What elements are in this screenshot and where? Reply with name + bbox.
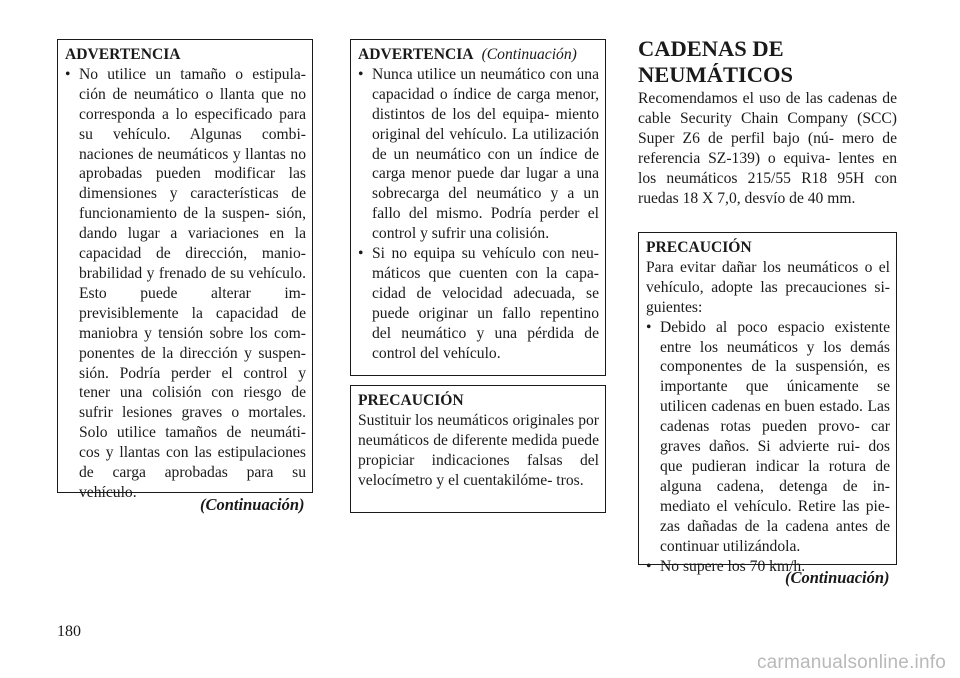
caution-box-middle [350, 385, 606, 513]
warning-heading-continued [358, 45, 599, 65]
section-title-line: NEUMÁTICOS [638, 62, 794, 87]
section-title-line: CADENAS DE [638, 36, 784, 61]
caution-box-right [638, 232, 897, 575]
warning-box-left [57, 39, 313, 501]
caution-intro: Para evitar dañar los neumáticos o el vehículo, adopte las precauciones si- guientes: [646, 258, 890, 316]
caution-bullet-list [646, 318, 890, 577]
warning-bullet: • Nunca utilice un neumático con una capacidad o índice de carga menor, distintos de los del equipa- miento original del vehículo. La utilización de un neumático con un índice de carga menor puede dar lugar a una sobrecarga del neumático y a un fallo del mismo. Podría perder el control y sufrir una colisión. [358, 65, 599, 244]
warning-heading-text: ADVERTENCIA [358, 46, 474, 63]
section-body-text: Recomendamos el uso de las cadenas de cable Security Chain Company (SCC) Super Z6 de perfil bajo (nú- mero de referencia SZ-139) o equiva- lentes en los neumáticos 215/55 R18 95H con ruedas 18 X 7,0, desvío de 40 mm. [638, 90, 897, 207]
continued-label-left: (Continuación) [200, 495, 305, 514]
continued-label-right: (Continuación) [785, 568, 890, 587]
warning-bullet-list [65, 65, 306, 503]
caution-heading: PRECAUCIÓN [646, 239, 752, 256]
warning-bullet: • No utilice un tamaño o estipula- ción de neumático o llanta que no corresponda a lo especificado para su vehículo. Algunas combi- naciones de neumáticos y llantas no aprobadas pueden modificar las dimensiones y características de funcionamiento de la suspen- sión, dando lugar a variaciones en la capacidad de dirección, manio- brabilidad y frenado de su vehículo. Esto puede alterar im- previsiblemente la capacidad de maniobra y tensión sobre los com- ponentes de la dirección y suspen- sión. Podría perder el control y tener una colisión con riesgo de sufrir lesiones graves o mortales. Solo utilice tamaños de neumáti- cos y llantas con las estipulaciones de carga aprobadas para su vehículo. [65, 65, 306, 503]
caution-bullet: • No supere los 70 km/h. [646, 557, 890, 577]
warning-bullet-list [358, 65, 599, 364]
caution-bullet: • Debido al poco espacio existente entre los neumáticos y los demás componentes de la suspensión, es importante que únicamente se utilicen cadenas en buen estado. Las cadenas rotas pueden provo- car graves daños. Si advierte rui- dos que pudieran indicar la rotura de alguna cadena, detenga de in- mediato el vehículo. Retire las pie- zas dañadas de la cadena antes de continuar utilizándola. [646, 318, 890, 557]
section-title [638, 36, 898, 88]
watermark: carmanualsonline.info [756, 652, 946, 673]
caution-text: Sustituir los neumáticos originales por neumáticos de diferente medida puede propiciar indicaciones falsas del velocímetro y el cuentakilóme- tros. [358, 411, 599, 489]
warning-box-middle [350, 39, 606, 376]
page-number: 180 [57, 623, 81, 640]
caution-heading: PRECAUCIÓN [358, 392, 464, 409]
warning-bullet: • Si no equipa su vehículo con neu- máticos que cuenten con la capa- cidad de velocidad adecuada, se puede originar un fallo repentino del neumático y una pérdida de control del vehículo. [358, 244, 599, 363]
warning-continued-label: (Continuación) [481, 46, 577, 63]
warning-heading: ADVERTENCIA [65, 46, 181, 63]
